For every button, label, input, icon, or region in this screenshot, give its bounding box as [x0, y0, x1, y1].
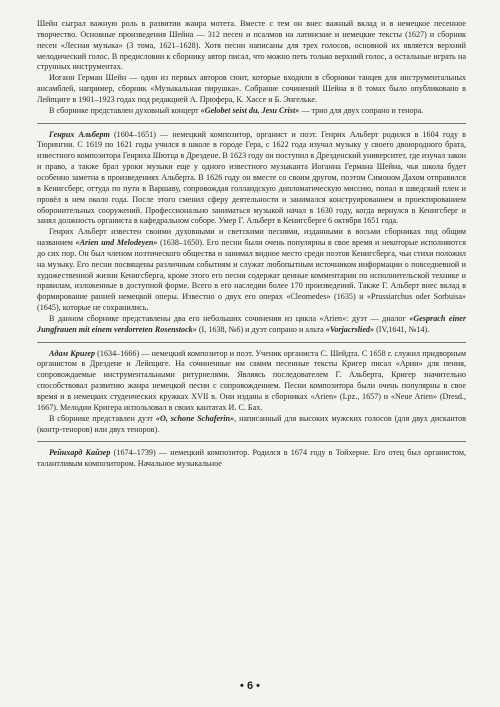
- composer-entry-intro: Адам Кригер (1634–1666) — немецкий композитор и поэт. Ученик органиста С. Шейдта. С 1658 г. служил придворным органистом в Дрездене и Лейпциге. На сочиненные им самим песенные тексты Кригер писал «Арии» для пения, сопровождаемые инструментальными ритурнелями. Являясь последователем Г. Альберта, Кригер значительно способствовал развитию жанра немецкой песни с сопровождением. Песни композитора были очень популярны в свое время и в немецких студенческих кружках XVII в. Они изданы в сборниках «Arien» (Lpz., 1657) и «Neue Arien» (Dresd., 1667). Мелодии Кригера использовал в своих кантатах И. С. Бах.: [37, 348, 466, 412]
- composer-name: Генрих Альберт: [49, 129, 110, 139]
- paragraph: Иоганн Герман Шейн — один из первых авторов сюит, которые входили в сборники танцев для инструментальных ансамблей, например, сборник «Музыкальная пирушка». Собрание сочинений Шейна в 8 томах было опубликовано в Лейпциге в 1901–1923 годах под редакцией А. Прюфера, К. Хассе и Б. Энгельке.: [37, 73, 466, 104]
- work-title: «O, schone Schaferin»: [155, 413, 235, 423]
- composer-name: Адам Кригер: [49, 348, 96, 358]
- paragraph: Шейн сыграл важную роль в развитии жанра мотета. Вместе с тем он внес важный вклад и в немецкое песенное творчество. Основные произведения Шейна — 312 песен и псалмов на латинские и немецкие тексты (1627) и сборник песен «Лесная музыка» (3 тома, 1621–1628). Хотя песни написаны для трех голосов, основной их является верхний мелодический голос. В предисловии к сборнику автор писал, что можно петь только верхний голос, а остальные играть на струнных инструментах.: [37, 19, 466, 72]
- page-number: • 6 •: [240, 680, 260, 692]
- paragraph: В сборнике представлен духовный концерт «Gelobet seist du, Jesu Crist» — трио для двух сопрано и тенора.: [49, 105, 424, 115]
- section-divider: [37, 342, 466, 343]
- paragraph: В сборнике представлен дуэт «O, schone Schaferin», написанный для высоких мужских голосов (для двух дискантов (контр-теноров) или двух теноров).: [37, 413, 467, 434]
- page-body: [37, 19, 466, 470]
- composer-entry-intro: Генрих Альберт (1604–1651) — немецкий композитор, органист и поэт. Генрих Альберт родился в 1604 году в Тюрингии. С 1619 по 1621 годы учился в школе в городе Гера, с 1622 года изучал музыку у своего двоюродного брата, известного композитора Генриха Шютца в Дрездене. В 1623 году он поступил в Дрезденский университет, где изучал закон и право, а также брал уроки музыки еще у одного известного музыканта Иоганна Германа Шейна, чья школа будет особенно заметна в произведениях Альберта. В 1626 году он вместе со своим другом, поэтом Симоном Дахом отправился в Кенигсберг, оттуда по пути в Варшаву, сопровождая голландскую дипломатическую миссию, попал в шведский плен и провёл в нем около года. После этого сменил сферу деятельности и занимался конструированием и проектированием оборонительных сооружений. Профессионально заниматься музыкой начал в 1630 году, когда вернулся в Кенигсберг и занял должность органиста в кафедральном соборе. Умер Г. Альберт в Кенигсберге 6 октября 1651 года.: [37, 129, 467, 226]
- section-divider: [37, 123, 466, 124]
- composer-name: Рейнхард Кайзер: [49, 448, 111, 458]
- composer-entry-intro: Рейнхард Кайзер (1674–1739) — немецкий композитор. Родился в 1674 году в Тойхерне. Его отец был органистом, талантливым композитором. Начальное музыкальное: [37, 448, 466, 469]
- paragraph: В данном сборнике представлены два его небольших сочинения из цикла «Arien»: дуэт — диалог «Gesprach einer Jungfrauen mit einem verdorreten Rosenstock» (I, 1638, №6) и дуэт сопрано и альта «Vorjacrslied» (IV,1641, №14).: [37, 313, 466, 334]
- work-title: «Gesprach einer Jungfrauen mit einem verdorreten Rosenstock»: [37, 313, 466, 334]
- section-divider: [37, 441, 466, 442]
- work-title: «Arien und Melodeyen»: [75, 238, 158, 248]
- work-title: «Gelobet seist du, Jesu Crist»: [200, 105, 300, 115]
- paragraph: Генрих Альберт известен своими духовными и светскими песнями, изданными в восьми сборниках под общим названием «Arien und Melodeyen» (1638–1650). Его песни были очень популярны в свое время и некоторые исполняются до сих пор. Он был членом поэтического общества и занимал видное место среди поэтов Кенигсберга, чьи стихи положил на музыку. Его песни посвящены различным событиям и служат любопытным источником информации о повседневной и художественной жизни Кенигсберга, кроме этого его песни содержат ценные комментарии по исполнительской технике и правилам, изложенные в доступной форме. Всего в его наследии более 170 произведений. Также Г. Альберт внес вклад в формирование ранней немецкой оперы. Известно о двух его операх «Cleomedes» (1635) и «Prussiarchus oder Sorbuisa» (1645), которые не сохранились.: [37, 227, 466, 313]
- work-title: «Vorjacrslied»: [325, 324, 375, 334]
